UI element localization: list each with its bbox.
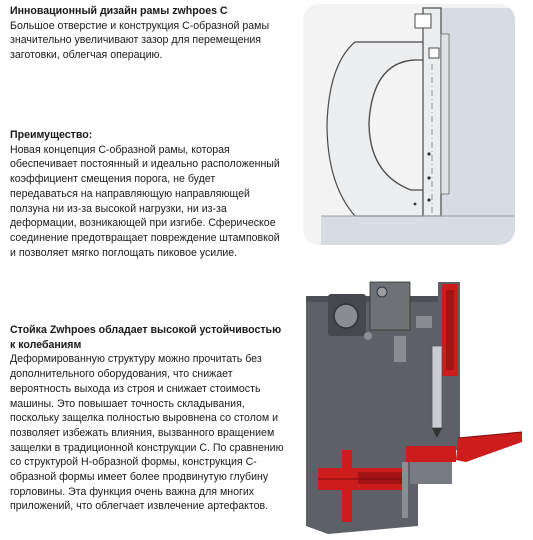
section-innovative-design	[10, 4, 280, 63]
section-vibration-resistance	[10, 323, 288, 514]
section-heading: Преимущество:	[10, 129, 93, 141]
section-heading: Инновационный дизайн рамы zwhpoes C	[10, 5, 228, 17]
press-brake-drawing	[298, 276, 528, 540]
avito-logo-icon	[441, 504, 467, 530]
section-body: Новая концепция С-образной рамы, которая обеспечивает постоянный и идеально расположенный коэффициент смещения порога, не будет передаваться на направляющую направляющей ползуна ни из-за высокой нагрузки, ни из-за деформации, возникающей при изгибе. Сферическое соединение предотвращает повреждение штамповкой и позволяет мягко поглощать пиковое усилие.	[10, 143, 280, 259]
section-body: Деформированную структуру можно прочитать без дополнительного оборудования, что снижает вероятность выхода из строя и снижает стоимость машины. Это повышает точность складывания, поскольку защелка полностью выровнена со столом и позволяет избежать влияния, вызванного вращением защелки в традиционной конструкции С. По сравнению со структурой Н-образной формы, конструкция С-образной формы имеет более продвинутую глубину горловины. Эта функция очень важна для многих приложений, что облегчает извлечение артефактов.	[10, 353, 284, 513]
watermark-text: Avito	[471, 506, 518, 527]
press-brake-image	[298, 276, 528, 540]
avito-watermark	[441, 504, 518, 530]
c-frame-drawing	[303, 4, 515, 245]
section-advantage	[10, 128, 285, 260]
c-frame-image	[303, 4, 515, 245]
section-body: Большое отверстие и конструкция С-образной рамы значительно увеличивают зазор для перемещения заготовки, облегчая операцию.	[10, 19, 270, 62]
section-heading: Стойка Zwhpoes обладает высокой устойчивостью к колебаниям	[10, 324, 282, 351]
